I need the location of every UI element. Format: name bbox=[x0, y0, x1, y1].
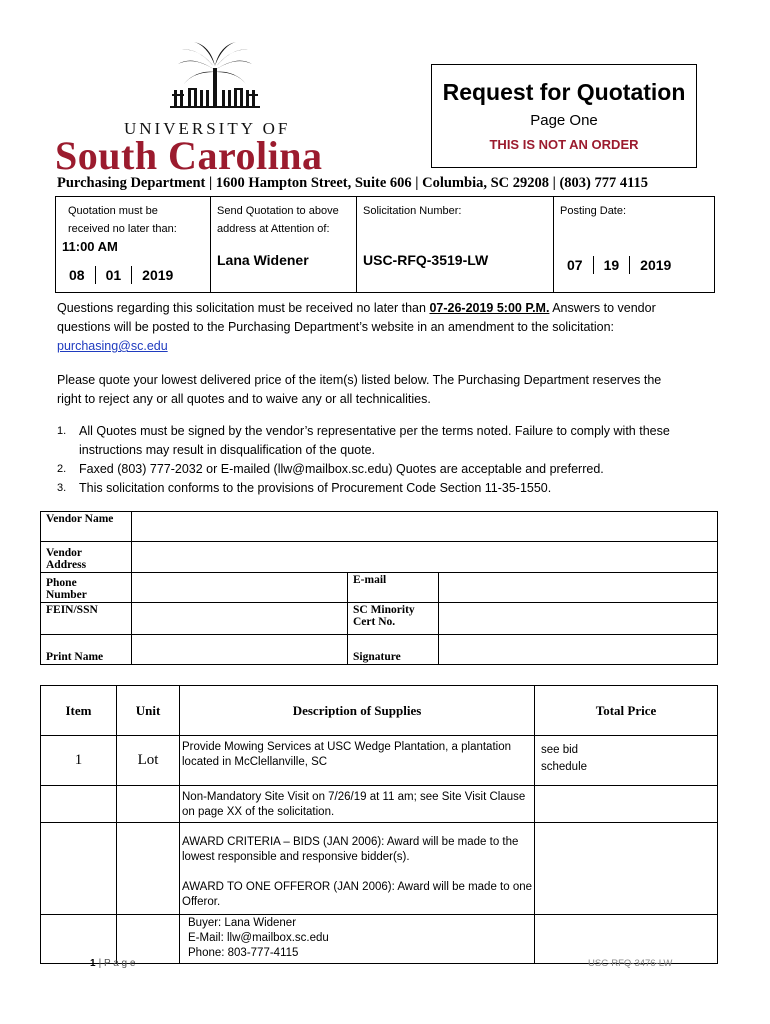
print-name-label: Print Name bbox=[41, 635, 132, 665]
signature-label: Signature bbox=[348, 635, 439, 665]
rfq-notice: THIS IS NOT AN ORDER bbox=[489, 137, 639, 152]
page-word: | P a g e bbox=[98, 958, 136, 969]
award-one-offeror-text: AWARD TO ONE OFFEROR (JAN 2006): Award will be made to one Offeror. bbox=[182, 881, 533, 908]
phone-field[interactable] bbox=[132, 573, 348, 603]
university-of-text: UNIVERSITY OF bbox=[124, 119, 291, 138]
vendor-address-field[interactable] bbox=[132, 542, 718, 573]
vendor-address-label bbox=[41, 542, 132, 573]
page-number: 1 bbox=[90, 958, 96, 969]
attention-cell bbox=[211, 197, 357, 292]
signature-field[interactable] bbox=[439, 635, 718, 665]
usc-logo bbox=[52, 40, 382, 178]
rule-item bbox=[57, 460, 687, 479]
item-number: 1 bbox=[41, 736, 117, 786]
empty-cell bbox=[117, 915, 180, 964]
rule-text: All Quotes must be signed by the vendor’s representative per the terms noted. Failure to comply with these instructions may result in disqualification of the quote. bbox=[79, 424, 670, 457]
attention-label-1: Send Quotation to above bbox=[217, 205, 339, 217]
item-total-line-1: see bid bbox=[541, 744, 579, 756]
empty-cell bbox=[535, 915, 718, 964]
solicitation-cell bbox=[357, 197, 554, 292]
fein-field[interactable] bbox=[132, 603, 348, 635]
purchasing-email-link[interactable]: purchasing@sc.edu bbox=[57, 339, 168, 353]
table-row bbox=[41, 823, 718, 915]
rfq-page: Page One bbox=[530, 112, 598, 129]
items-table bbox=[40, 685, 718, 964]
posting-year: 2019 bbox=[629, 256, 681, 274]
email-field[interactable] bbox=[439, 573, 718, 603]
rule-item bbox=[57, 479, 687, 498]
fein-label: FEIN/SSN bbox=[41, 603, 132, 635]
rule-number: 3. bbox=[57, 482, 67, 494]
rule-number: 2. bbox=[57, 463, 67, 475]
unit-header: Unit bbox=[117, 686, 180, 736]
buyer-name: Buyer: Lana Widener bbox=[188, 917, 297, 929]
posting-day: 19 bbox=[593, 256, 630, 274]
item-description: Provide Mowing Services at USC Wedge Plantation, a plantation located in McClellanville, SC bbox=[180, 736, 535, 786]
total-header: Total Price bbox=[535, 686, 718, 736]
rule-item bbox=[57, 422, 687, 460]
deadline-cell bbox=[56, 197, 211, 292]
deadline-day: 01 bbox=[95, 266, 132, 284]
deadline-year: 2019 bbox=[131, 266, 183, 284]
questions-deadline: 07-26-2019 5:00 P.M. bbox=[429, 301, 550, 315]
phone-label-2: Number bbox=[46, 589, 87, 601]
table-row bbox=[41, 736, 718, 786]
item-unit: Lot bbox=[117, 736, 180, 786]
page-footer bbox=[90, 958, 135, 969]
posting-cell bbox=[554, 197, 713, 292]
vendor-name-field[interactable] bbox=[132, 512, 718, 542]
site-visit-text: Non-Mandatory Site Visit on 7/26/19 at 11 am; see Site Visit Clause on page XX of the solicitation. bbox=[180, 786, 535, 823]
posting-month: 07 bbox=[567, 257, 583, 273]
buyer-email: E-Mail: llw@mailbox.sc.edu bbox=[188, 932, 329, 944]
deadline-month: 08 bbox=[69, 267, 85, 283]
buyer-info bbox=[180, 915, 535, 964]
empty-cell bbox=[535, 786, 718, 823]
phone-label-1: Phone bbox=[46, 577, 77, 589]
south-carolina-text: South Carolina bbox=[55, 133, 323, 178]
quote-instructions: Please quote your lowest delivered price of the item(s) listed below. The Purchasing Department reserves the right to reject any or all quotes and to waive any or all technicalities. bbox=[57, 373, 662, 406]
empty-cell bbox=[41, 786, 117, 823]
description-header: Description of Supplies bbox=[180, 686, 535, 736]
empty-cell bbox=[117, 786, 180, 823]
deadline-time: 11:00 AM bbox=[62, 239, 118, 254]
minority-field[interactable] bbox=[439, 603, 718, 635]
empty-cell bbox=[41, 823, 117, 915]
empty-cell bbox=[41, 915, 117, 964]
item-header: Item bbox=[41, 686, 117, 736]
vendor-name-label: Vendor Name bbox=[41, 512, 132, 542]
rule-text: This solicitation conforms to the provisions of Procurement Code Section 11-35-1550. bbox=[79, 481, 552, 495]
minority-label-2: Cert No. bbox=[353, 616, 396, 628]
print-name-field[interactable] bbox=[132, 635, 348, 665]
rfq-title: Request for Quotation bbox=[442, 79, 686, 105]
palmetto-tree-icon bbox=[170, 40, 260, 118]
posting-date bbox=[557, 256, 681, 274]
vendor-address-label-1: Vendor bbox=[46, 547, 82, 559]
vendor-address-label-2: Address bbox=[46, 559, 87, 571]
footer-reference: USC-RFQ-3476-LW bbox=[588, 958, 673, 969]
rule-number: 1. bbox=[57, 425, 67, 437]
minority-label bbox=[348, 603, 439, 635]
award-criteria-text: AWARD CRITERIA – BIDS (JAN 2006): Award will be made to the lowest responsible and responsive bidder(s). bbox=[182, 836, 519, 863]
solicitation-info-table bbox=[55, 196, 715, 293]
attention-name: Lana Widener bbox=[217, 252, 309, 268]
solicitation-number: USC-RFQ-3519-LW bbox=[363, 252, 489, 268]
award-text bbox=[180, 823, 535, 915]
table-row bbox=[41, 915, 718, 964]
table-row bbox=[41, 786, 718, 823]
rfq-header-box bbox=[431, 64, 697, 168]
vendor-info-table bbox=[40, 511, 718, 665]
deadline-label bbox=[62, 202, 204, 238]
questions-text-after: Answers to vendor questions will be posted to the Purchasing Department’s website in an amendment to the solicitation: bbox=[57, 301, 656, 334]
questions-text-before: Questions regarding this solicitation must be received no later than bbox=[57, 301, 430, 315]
deadline-label-1: Quotation must be bbox=[68, 205, 158, 217]
department-line: Purchasing Department | 1600 Hampton Street, Suite 606 | Columbia, SC 29208 | (803) 777 4115 bbox=[57, 175, 649, 191]
minority-label-1: SC Minority bbox=[353, 604, 415, 616]
buyer-phone: Phone: 803-777-4115 bbox=[188, 947, 299, 959]
posting-label: Posting Date: bbox=[560, 205, 627, 217]
attention-label-2: address at Attention of: bbox=[217, 223, 330, 235]
rules-list bbox=[57, 422, 687, 498]
empty-cell bbox=[535, 823, 718, 915]
email-label: E-mail bbox=[348, 573, 439, 603]
item-total bbox=[535, 736, 718, 786]
rule-text: Faxed (803) 777-2032 or E-mailed (llw@mailbox.sc.edu) Quotes are acceptable and preferred. bbox=[79, 462, 604, 476]
phone-label bbox=[41, 573, 132, 603]
item-total-line-2: schedule bbox=[541, 761, 588, 773]
deadline-date bbox=[59, 266, 183, 284]
deadline-label-2: received no later than: bbox=[68, 223, 177, 235]
empty-cell bbox=[117, 823, 180, 915]
questions-paragraph bbox=[57, 299, 687, 356]
solicitation-label: Solicitation Number: bbox=[363, 205, 462, 217]
